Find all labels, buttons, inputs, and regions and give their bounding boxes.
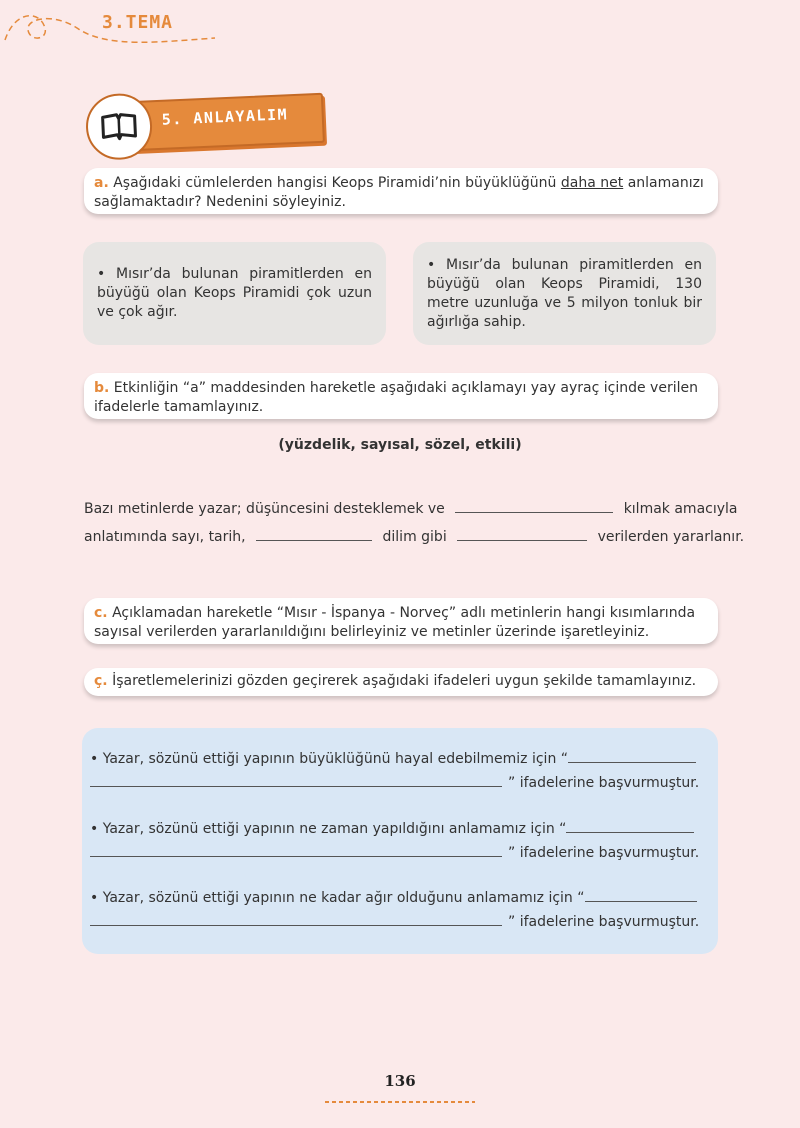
answer-blank[interactable]	[568, 750, 696, 763]
statement-text: • Mısır’da bulunan piramitlerden en büyüğü olan Keops Piramidi, 130 metre uzunluğa ve 5 milyon tonluk bir ağırlığa sahip.	[427, 256, 702, 330]
bullet-text: ” ifadelerine başvurmuştur.	[508, 914, 700, 930]
fill-sentence-line	[84, 528, 744, 545]
question-cc	[84, 668, 718, 696]
question-text: Aşağıdaki cümlelerden hangisi Keops Piramidi’nin büyüklüğünü	[113, 175, 557, 191]
sentence-text: dilim gibi	[382, 529, 447, 545]
page-number: 136	[384, 1072, 416, 1090]
bullet-text: ” ifadelerine başvurmuştur.	[508, 775, 700, 791]
statement-card	[413, 242, 716, 345]
question-text: Etkinliğin “a” maddesinden hareketle aşağıdaki açıklamayı yay ayraç içinde verilen ifadelerle tamamlayınız.	[94, 380, 698, 415]
bullet-text: ” ifadelerine başvurmuştur.	[508, 845, 700, 861]
sentence-text: Bazı metinlerde yazar; düşüncesini desteklemek ve	[84, 501, 445, 517]
answer-blank[interactable]	[90, 774, 502, 787]
bullet-text: • Yazar, sözünü ettiği yapının ne kadar ağır olduğunu anlamamız için “	[90, 890, 585, 906]
sentence-text: kılmak amacıyla	[623, 501, 738, 517]
bullet-line	[90, 913, 699, 930]
question-b	[84, 373, 718, 419]
statement-card	[83, 242, 386, 345]
question-text: İşaretlemelerinizi gözden geçirerek aşağıdaki ifadeleri uygun şekilde tamamlayınız.	[112, 673, 697, 689]
statement-text: • Mısır’da bulunan piramitlerden en büyüğü olan Keops Piramidi çok uzun ve çok ağır.	[97, 266, 372, 320]
bullet-line	[90, 750, 696, 767]
fill-sentence-line	[84, 500, 738, 517]
decorative-underline	[325, 1098, 475, 1106]
bullet-line	[90, 820, 694, 837]
question-letter: b.	[94, 380, 110, 396]
answer-blank[interactable]	[457, 528, 587, 541]
bullet-text: • Yazar, sözünü ettiği yapının büyüklüğünü hayal edebilmemiz için “	[90, 751, 569, 767]
question-letter: c.	[94, 605, 108, 621]
answer-blank[interactable]	[256, 528, 372, 541]
sentence-text: anlatımında sayı, tarih,	[84, 529, 246, 545]
theme-label: 3.TEMA	[102, 12, 174, 33]
question-text: anlamanızı sağlamaktadır? Nedenini söyleyiniz.	[94, 175, 704, 210]
answer-blank[interactable]	[90, 913, 502, 926]
section-banner	[85, 93, 321, 155]
bullet-line	[90, 844, 699, 861]
answer-blank[interactable]	[566, 820, 694, 833]
section-title: 5. ANLAYALIM	[161, 105, 289, 129]
question-a	[84, 168, 718, 214]
answer-blank[interactable]	[455, 500, 613, 513]
bullet-line	[90, 774, 699, 791]
bullet-line	[90, 889, 697, 906]
sentence-text: verilerden yararlanır.	[597, 529, 745, 545]
question-text: Açıklamadan hareketle “Mısır - İspanya - Norveç” adlı metinlerin hangi kısımlarında sayısal verilerden yararlanıldığını belirleyiniz ve metinler üzerinde işaretleyiniz.	[94, 605, 696, 640]
answer-blank[interactable]	[90, 844, 502, 857]
underlined-phrase: daha net	[560, 175, 624, 191]
question-letter: a.	[94, 175, 109, 191]
bullet-text: • Yazar, sözünü ettiği yapının ne zaman yapıldığını anlamamız için “	[90, 821, 567, 837]
answer-blank[interactable]	[585, 889, 697, 902]
word-options: (yüzdelik, sayısal, sözel, etkili)	[278, 437, 522, 453]
question-letter: ç.	[94, 673, 108, 689]
question-c	[84, 598, 718, 644]
